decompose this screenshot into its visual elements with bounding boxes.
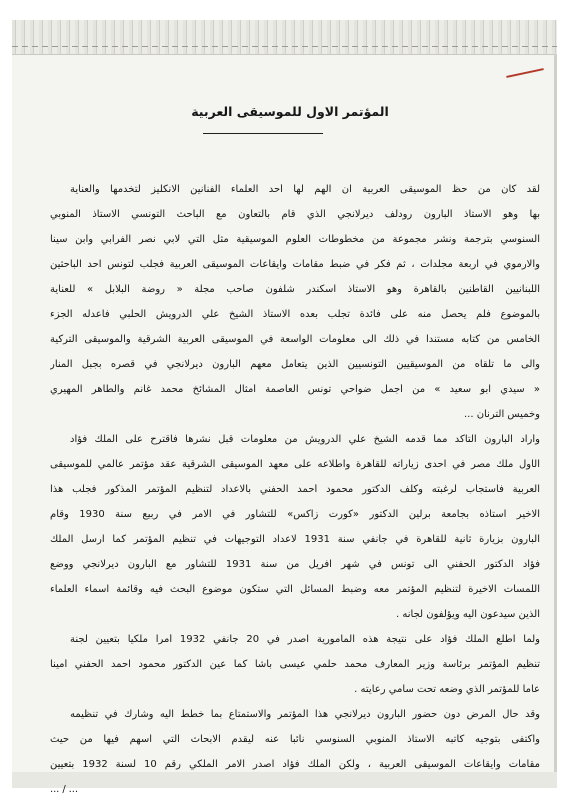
paragraph-line: اللمسات الاخيرة لتنظيم المؤتمر معه وضبط المسائل التي ستكون موضوع البحث فيه وقائمة اسماء العلماء (50, 584, 540, 595)
paragraph-line: السنوسي بترجمة ونشر مجموعة من مخطوطات العلوم الموسيقية مثل التي لابي نصر الفرابي وابن سينا (50, 234, 540, 245)
paragraph-line: البارون بزيارة ثانية للقاهرة في جانفي سنة 1931 لاعداد التوجيهات في تنظيم المؤتمر كما ارسل الملك (50, 534, 540, 545)
paragraph-line: اللبنانيين القاطنين بالقاهرة وهو الاستاذ اسكندر شلفون صاحب مجلة « روضة البلابل » للعناية (50, 284, 540, 295)
paragraph-line: تنظيم المؤتمر برئاسة وزير المعارف محمد حلمي عيسى باشا كما عين الدكتور محمود احمد الحفني أمينا (50, 659, 540, 670)
paragraph-line: الذين سيدعون اليه ويؤلفون لجانه . (396, 609, 540, 620)
paragraph-line: بها وهو الاستاذ البارون رودلف ديرلانجي الذي قام بالتعاون مع الباحث التونسي الاستاذ المنوبي (50, 209, 540, 220)
paragraph-line: الأول ملك مصر في احدى زياراته للقاهرة واطلاعه على معهد الموسيقى الشرقية عقد مؤتمر عالمي للموسيقى (50, 459, 540, 470)
paragraph-line: لقد كان من حظ الموسيقى العربية ان الهم لها أحد العلماء الفنانين الانكليز لتخدمها والعناية (70, 184, 540, 195)
document-page (40, 96, 540, 795)
paragraph-line: وأراد البارون التأكد مما قدمه الشيخ علي الدرويش من معلومات قبل نشرها فاقترح على الملك فؤاد (70, 434, 540, 445)
paragraph-line: العربية فاستجاب لرغبته وكلف الدكتور محمود أحمد الحفني بالاعداد لتنظيم المؤتمر المذكور فجلب هذا (50, 484, 540, 495)
scan-right-edge (554, 54, 557, 788)
paragraph-line: وقد حال المرض دون حضور البارون ديرلانجي هذا المؤتمر والاستمتاع بما خطط اليه وشارك في تنظيمه (70, 709, 540, 720)
paragraph-line: الاخير استاذه بجامعة برلين الدكتور «كورت زاكس» للتشاور في الامر في ربيع سنة 1930 وقام (50, 509, 540, 520)
paragraph-line: عاما للمؤتمر الذي وضعه تحت سامي رعايته . (354, 684, 540, 695)
continuation-marker: ... / ... (50, 784, 78, 795)
scan-top-edge (12, 20, 557, 55)
document-title: المؤتمر الاول للموسيقى العربية (191, 104, 389, 119)
paragraph-line: بالموضوع فلم يحصل منه على فائدة تجلب بعده الاستاذ الشيخ علي الدرويش الحلبي فاعدله الجزء (50, 309, 540, 320)
paragraph-line: واكتفى بتوجيه كاتبه الاستاذ المنوبي السنوسي نائبا عنه ليقدم الابحاث التي اسهم فيها من حيث (50, 734, 540, 745)
paragraph-line: وخميس الترنان ... (464, 409, 540, 420)
paragraph-line: مقامات وايقاعات الموسيقى العربية ، ولكن الملك فؤاد اصدر الامر الملكي رقم 10 لسنة 1932 بتعيين (50, 759, 540, 770)
paragraph-line: فؤاد الدكتور الحفني الى تونس في شهر افريل من سنة 1931 للتشاور مع البارون ديرلانجي ووضع (50, 559, 540, 570)
title-underline (203, 133, 323, 134)
paragraph-line: والى ما تلقاه من الموسيقيين التونسيين الذين يتعامل معهم البارون ديرلانجي في قصره بجبل المنار (50, 359, 540, 370)
paragraph-line: « سيدي ابو سعيد » من أجمل ضواحي تونس العاصمة أمثال المشائخ محمد غانم والطاهر المهيري (50, 384, 540, 395)
paragraph-line: والارموي في اربعة مجلدات ، ثم فكر في ضبط مقامات وايقاعات الموسيقى العربية فجلب لتونس احد الباحثين (50, 259, 540, 270)
paragraph-line: ولما اطلع الملك فؤاد على نتيجة هذه المأمورية اصدر في 20 جانفي 1932 أمرا ملكيا بتعيين لجنة (70, 634, 540, 645)
paragraph-line: الخامس من كتابه مستندا في ذلك الى معلومات الواسعة في الموسيقى العربية الشرقية والموسيقى التركية (50, 334, 540, 345)
